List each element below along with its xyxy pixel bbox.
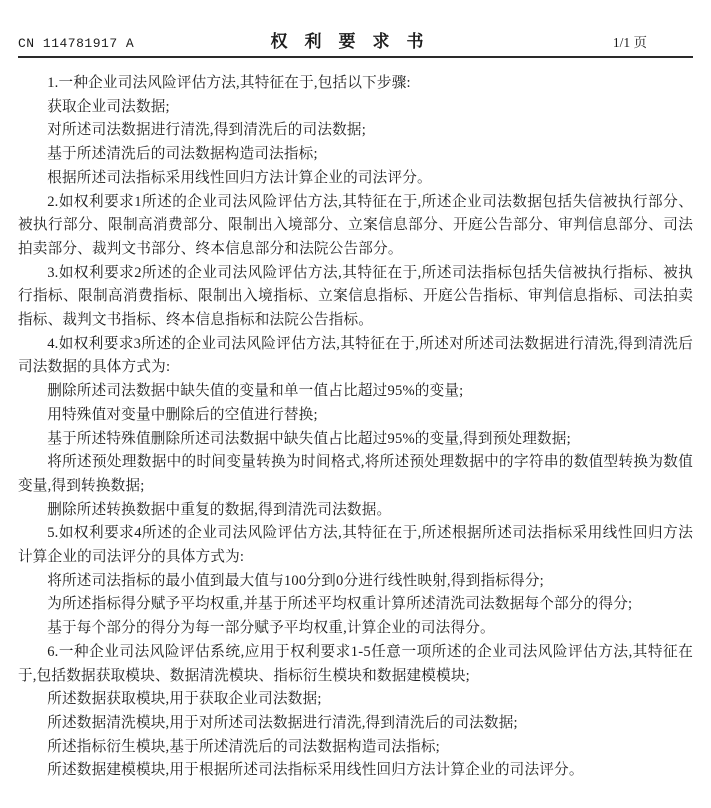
claim-paragraph: 删除所述转换数据中重复的数据,得到清洗司法数据。	[47, 501, 392, 518]
claim-paragraph: 1.一种企业司法风险评估方法,其特征在于,包括以下步骤:	[47, 75, 411, 91]
claim-paragraph: 将所述司法指标的最小值到最大值与100分到0分进行线性映射,得到指标得分;	[47, 572, 544, 589]
claim-paragraph: 用特殊值对变量中删除后的空值进行替换;	[47, 406, 318, 423]
claim-paragraph: 基于所述特殊值删除所述司法数据中缺失值占比超过95%的变量,得到预处理数据;	[47, 430, 571, 447]
claim-paragraph: 对所述司法数据进行清洗,得到清洗后的司法数据;	[47, 122, 366, 139]
claim-paragraph: 所述指标衍生模块,基于所述清洗后的司法数据构造司法指标;	[47, 738, 440, 755]
claim-paragraph: 2.如权利要求1所述的企业司法风险评估方法,其特征在于,所述企业司法数据包括失信被执行部分、被执行部分、限制高消费部分、限制出入境部分、立案信息部分、开庭公告部分、审判信息部分、司法拍卖部分、裁判文书部分、终本信息部分和法院公告部分。	[18, 193, 693, 257]
claim-paragraph: 基于每个部分的得分为每一部分赋予平均权重,计算企业的司法得分。	[47, 620, 495, 637]
claim-paragraph: 所述数据建模模块,用于根据所述司法指标采用线性回归方法计算企业的司法评分。	[47, 762, 584, 779]
claim-paragraph: 将所述预处理数据中的时间变量转换为时间格式,将所述预处理数据中的字符串的数值型转换为数值变量,得到转换数据;	[18, 454, 693, 494]
claim-paragraph: 为所述指标得分赋予平均权重,并基于所述平均权重计算所述清洗司法数据每个部分的得分;	[47, 596, 633, 613]
claims-body	[18, 72, 693, 783]
claim-paragraph: 获取企业司法数据;	[47, 98, 170, 115]
page-header	[18, 0, 693, 58]
claim-paragraph: 5.如权利要求4所述的企业司法风险评估方法,其特征在于,所述根据所述司法指标采用线性回归方法计算企业的司法评分的具体方式为:	[18, 525, 693, 566]
claim-paragraph: 所述数据清洗模块,用于对所述司法数据进行清洗,得到清洗后的司法数据;	[47, 714, 518, 731]
document-number: CN 114781917 A	[18, 36, 135, 51]
claim-paragraph: 4.如权利要求3所述的企业司法风险评估方法,其特征在于,所述对所述司法数据进行清洗,得到清洗后司法数据的具体方式为:	[18, 335, 693, 376]
claim-paragraph: 3.如权利要求2所述的企业司法风险评估方法,其特征在于,所述司法指标包括失信被执行指标、被执行指标、限制高消费指标、限制出入境指标、立案信息指标、开庭公告指标、审判信息指标、司法拍卖指标、裁判文书指标、终本信息指标和法院公告指标。	[18, 264, 693, 329]
claim-paragraph: 基于所述清洗后的司法数据构造司法指标;	[47, 146, 318, 163]
claim-paragraph: 6.一种企业司法风险评估系统,应用于权利要求1-5任意一项所述的企业司法风险评估方法,其特征在于,包括数据获取模块、数据清洗模块、指标衍生模块和数据建模模块;	[18, 643, 693, 684]
page-title: 权利要求书	[270, 32, 441, 51]
claim-paragraph: 所述数据获取模块,用于获取企业司法数据;	[47, 691, 322, 708]
page-indicator: 1/1 页	[612, 35, 647, 50]
claim-paragraph: 删除所述司法数据中缺失值的变量和单一值占比超过95%的变量;	[47, 383, 464, 400]
claim-paragraph: 根据所述司法指标采用线性回归方法计算企业的司法评分。	[47, 169, 432, 186]
